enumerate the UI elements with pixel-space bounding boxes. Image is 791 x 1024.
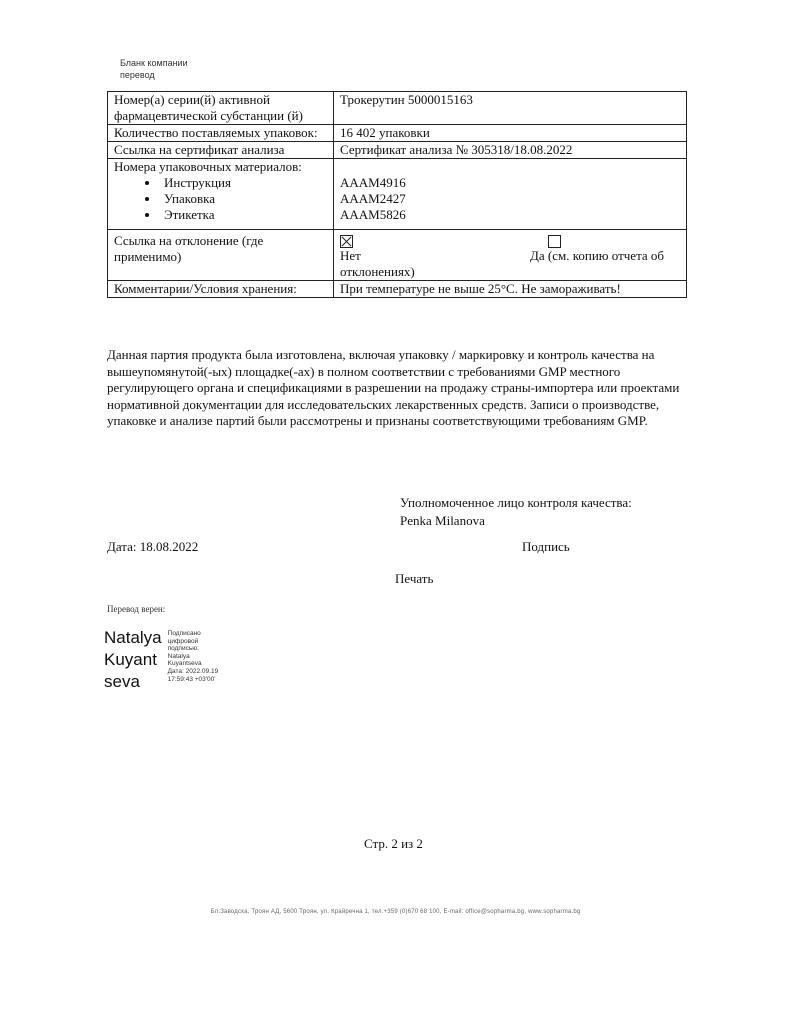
signature-label: Подпись [522,539,570,554]
packaging-label: Номера упаковочных материалов: [114,159,302,174]
signer-name-line: Kuyant [104,650,157,669]
comments-label: Комментарии/Условия хранения: [108,281,334,298]
signature-detail-line: Natalya [167,652,190,660]
batch-certificate-table [107,91,687,298]
no-deviation-label: Нет отклонениях) [340,248,415,279]
translation-certified-label: Перевод верен: [107,604,166,614]
digital-signature [104,627,218,693]
certificate-label: Ссылка на сертификат анализа [108,142,334,159]
table-row [108,125,687,142]
signature-details [168,630,219,683]
signer-name [104,627,162,693]
table-row [108,142,687,159]
list-item: • Упаковка [160,191,327,207]
quantity-value: 16 402 упаковки [334,125,687,142]
translation-line: перевод [120,70,155,80]
packaging-materials-cell [108,159,334,230]
no-deviation-checkbox[interactable] [340,235,353,248]
comments-value: При температуре не выше 25°С. Не замораживать! [334,281,687,298]
yes-deviation-label: Да (см. копию отчета об [530,248,665,263]
document-date: Дата: 18.08.2022 [107,539,199,554]
list-item: • Инструкция [160,175,327,191]
batch-number-label: Номер(а) серии(й) активной фармацевтической субстанции (й) [108,92,334,125]
quantity-label: Количество поставляемых упаковок: [108,125,334,142]
packaging-values-cell [334,159,687,230]
page-number: Стр. 2 из 2 [364,836,423,851]
signature-detail-line: Kuyantseva [167,660,202,668]
signature-detail-line: Дата: 2022.09.19 [167,667,219,675]
table-row [108,159,687,230]
packaging-value: AAAM5826 [340,207,406,222]
stamp-label: Печать [395,571,434,586]
packaging-value: AAAM4916 [340,175,406,190]
qualified-person-title: Уполномоченное лицо контроля качества: [400,495,632,510]
letterhead-line: Бланк компании [120,58,188,68]
table-row [108,92,687,125]
batch-number-value: Трокерутин 5000015163 [334,92,687,125]
company-letterhead-note [120,57,188,81]
deviation-label-text: Ссылка на отклонение (где применимо) [114,233,264,264]
packaging-value: AAAM2427 [340,191,406,206]
gmp-statement: Данная партия продукта была изготовлена, включая упаковку / маркировку и контроль качества на вышеупомянутой(-ых) площадке(-ах) в полном соответствии с требованиями GMP местного регулирующего органа и спецификациями в разрешении на продажу страны-импортера или проектами нормативной документации для исследовательских лекарственных средств. Записи о производстве, упаковке и анализе партий были рассмотрены и признаны соответствующими требованиям GMP. [107,347,680,428]
signature-detail-line: цифровой [167,637,199,645]
deviation-options [334,230,687,281]
signature-detail-line: 17:59:43 +03'00' [167,675,216,683]
signer-name-line: Natalya [104,628,162,647]
signer-name-line: seva [104,672,140,691]
signature-detail-line: подписью: [167,645,199,653]
signature-detail-line: Подписано [167,630,201,637]
list-item: • Этикетка [160,207,327,223]
yes-deviation-checkbox[interactable] [548,235,561,248]
packaging-list [114,175,327,223]
qualified-person-name: Penka Milanova [400,513,485,528]
certificate-value: Сертификат анализа № 305318/18.08.2022 [334,142,687,159]
deviation-label [108,230,334,281]
table-row [108,230,687,281]
table-row [108,281,687,298]
company-footer: Бл.Заводска, Троян АД, 5600 Троян, ул. Крайречна 1, тел.+359 (0)670 68 100, Е-mail: office@sopharma.bg, www.sopharma.bg [210,909,581,915]
